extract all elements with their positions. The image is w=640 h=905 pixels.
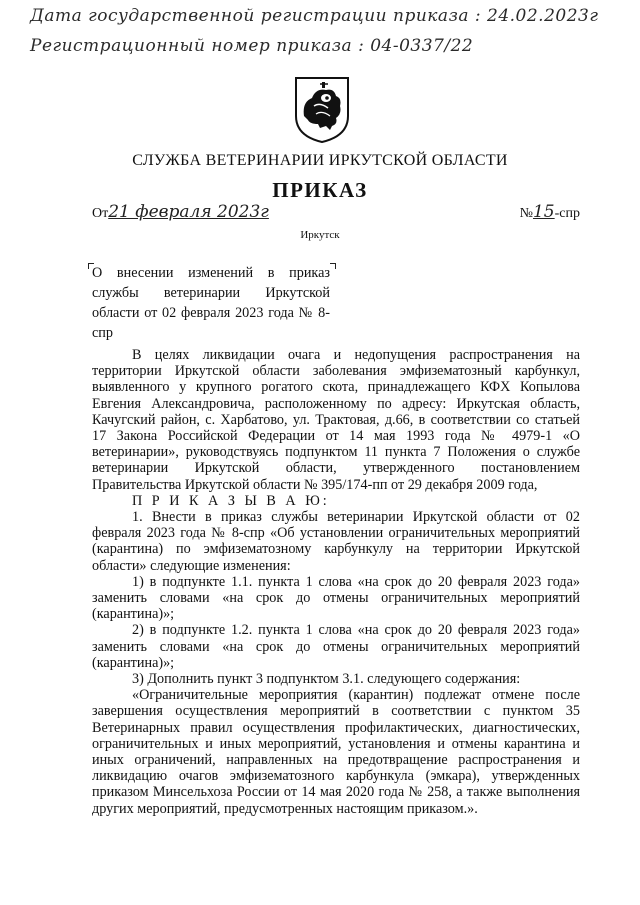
date-prefix: От [92, 206, 109, 221]
handwritten-registration-number: Регистрационный номер приказа : 04-0337/22 [30, 36, 474, 56]
organization-name: СЛУЖБА ВЕТЕРИНАРИИ ИРКУТСКОЙ ОБЛАСТИ [132, 152, 508, 169]
quoted-clause-3-1: «Ограничительные мероприятия (карантин) подлежат отмене после завершения осуществления мероприятий в соответствии с пунктом 35 Ветеринарных правил осуществления профилактических, диагностических, ограничительных и иных мероприятий, установления и отмены карантина и иных ограничений, направленных на предотвращение распространения и ликвидацию очагов эмфизематозного карбункула (эмкара), утвержденных приказом Минсельхоза России от 14 мая 2020 года № 258, а также выполнения других мероприятий, предусмотренных настоящим приказом.». [92, 687, 580, 817]
subclause-1: 1) в подпункте 1.1. пункта 1 слова «на срок до 20 февраля 2023 года» заменить словами «на срок до отмены ограничительных мероприятий (карантина)»; [92, 573, 580, 623]
order-number [520, 202, 580, 222]
subclause-2: 2) в подпункте 1.2. пункта 1 слова «на срок до 20 февраля 2023 года» заменить словами «на срок до отмены ограничительных мероприятий (карантина)»; [92, 622, 580, 671]
document-title: ПРИКАЗ [272, 178, 368, 202]
handwritten-registration-date: Дата государственной регистрации приказа : 24.02.2023г [30, 6, 599, 26]
subclause-3: 3) Дополнить пункт 3 подпунктом 3.1. следующего содержания: [132, 671, 521, 688]
subject-bracket-right [330, 263, 336, 269]
preamble-paragraph: В целях ликвидации очага и недопущения распространения на территории Иркутской области заболевания эмфизематозный карбункул, выявленного у крупного рогатого скота, принадлежащего КФХ Копылова Евгения Александровича, расположенному по адресу: Иркутская область, Качугский район, с. Харбатово, ул. Трактовая, д.66, в соответствии со статьей 17 Закона Российской Федерации от 14 мая 1993 года № 4979-1 «О ветеринарии», руководствуясь подпунктом 11 пункта 7 Положения о службе ветеринарии Иркутской области, утвержденного постановлением Правительства Иркутской области № 395/174-пп от 29 декабря 2009 года, [92, 347, 580, 493]
number-suffix: -спр [554, 206, 580, 221]
decree-word: П Р И К А З Ы В А Ю: [132, 492, 330, 509]
city: Иркутск [300, 229, 340, 241]
document-body [92, 347, 580, 817]
number-prefix: № [519, 206, 533, 221]
clause-1: 1. Внести в приказ службы ветеринарии Иркутской области от 02 февраля 2023 года № 8-спр «Об установлении ограничительных мероприятий (карантина) по эмфизематозному карбункулу на территории Иркутской области» следующие изменения: [92, 509, 580, 574]
handwritten-number: 15 [532, 202, 555, 222]
order-date [92, 202, 269, 222]
irkutsk-babr-emblem-icon [292, 76, 352, 144]
order-subject: О внесении изменений в приказ службы ветеринарии Иркутской области от 02 февраля 2023 года № 8-спр [92, 265, 330, 341]
handwritten-date: 21 февраля 2023г [108, 202, 269, 222]
